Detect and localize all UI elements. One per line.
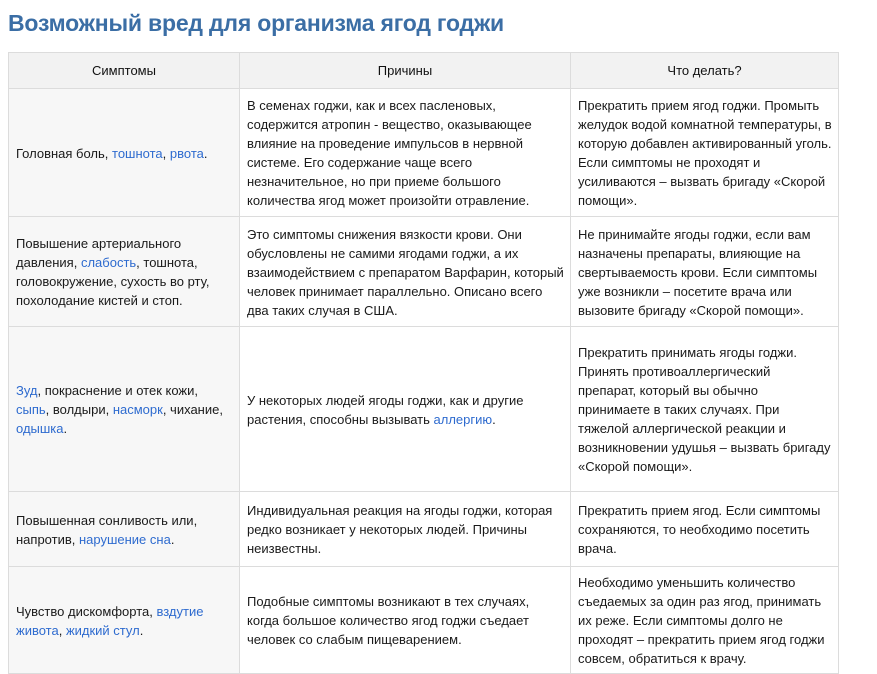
table-row <box>9 89 839 217</box>
term-link[interactable]: одышка <box>16 421 64 436</box>
cell-text: Не принимайте ягоды годжи, если вам назначены препараты, влияющие на свертываемость крови. Если симптомы уже возникли – посетите врача или вызовите бригаду «Скорой помощи». <box>578 226 818 318</box>
term-link[interactable]: нарушение сна <box>78 531 171 547</box>
symptoms-cell <box>9 492 240 567</box>
cell-text: Подобные симптомы возникают в тех случаях, когда большое количество ягод годжи съедает человек со слабым пищеварением. <box>247 594 530 647</box>
what-to-do-cell <box>571 567 839 674</box>
cell-text: , тошнота, головокружение, сухость во рту, похолодание кистей и стоп. <box>16 255 210 308</box>
column-header-symptoms: Симптомы <box>9 53 240 89</box>
cell-text: В семенах годжи, как и всех пасленовых, содержится атропин - вещество, оказывающее влияние на проведение импульсов в нервной системе. Его содержание чаще всего незначительное, но при приеме большого количества ягод может произойти отравление. <box>247 98 532 208</box>
what-to-do-cell <box>571 492 839 567</box>
term-link[interactable]: вздутие живота <box>16 603 204 638</box>
term-link[interactable]: аллергию <box>433 411 493 427</box>
cell-text: . <box>139 622 144 638</box>
column-header-causes: Причины <box>240 53 571 89</box>
cell-text: . <box>63 421 68 436</box>
symptoms-cell <box>9 327 240 492</box>
cell-text: У некоторых людей ягоды годжи, как и другие растения, способны вызывать <box>247 392 524 427</box>
symptoms-cell <box>9 567 240 674</box>
cause-cell <box>240 327 571 492</box>
symptoms-cell <box>9 217 240 327</box>
table-row <box>9 567 839 674</box>
what-to-do-cell <box>571 327 839 492</box>
cause-cell <box>240 492 571 567</box>
table-row <box>9 492 839 567</box>
cell-text: , чихание, <box>162 402 223 417</box>
cell-text: . <box>170 531 175 547</box>
term-link[interactable]: жидкий стул <box>65 622 140 638</box>
what-to-do-cell <box>571 89 839 217</box>
cell-text: . <box>203 145 208 161</box>
page-title: Возможный вред для организма ягод годжи <box>8 10 504 36</box>
cell-text: Повышенная сонливость или, напротив, <box>16 512 198 547</box>
cell-text: . <box>492 411 496 427</box>
cell-text: Чувство дискомфорта, <box>16 603 157 619</box>
cell-text: Головная боль, <box>16 145 113 161</box>
cell-text: Индивидуальная реакция на ягоды годжи, которая редко возникает у некоторых людей. Причины неизвестны. <box>247 503 553 556</box>
column-header-what-to-do: Что делать? <box>571 53 839 89</box>
cell-text: , <box>58 622 66 638</box>
cell-text: , волдыри, <box>45 402 113 417</box>
term-link[interactable]: насморк <box>112 402 163 417</box>
what-to-do-cell <box>571 217 839 327</box>
cause-cell <box>240 567 571 674</box>
term-link[interactable]: рвота <box>169 145 204 161</box>
cause-cell <box>240 89 571 217</box>
cause-cell <box>240 217 571 327</box>
term-link[interactable]: слабость <box>80 255 137 270</box>
cell-text: Повышение артериального давления, <box>16 236 182 270</box>
goji-harm-table <box>8 52 839 674</box>
cell-text: Прекратить принимать ягоды годжи. Принять противоаллергический препарат, который вы обычно принимаете в таких случаях. При тяжелой аллергической реакции и возникновении удушья – вызвать бригаду «Скорой помощи». <box>578 345 831 474</box>
cell-text: , <box>162 145 170 161</box>
table-row <box>9 217 839 327</box>
cell-text: Прекратить прием ягод годжи. Промыть желудок водой комнатной температуры, в которую добавлен активированный уголь. Если симптомы не проходят и усиливаются – вызвать бригаду «Скорой помощи». <box>578 98 832 208</box>
term-link[interactable]: Зуд <box>16 383 38 398</box>
table-row <box>9 327 839 492</box>
cell-text: Необходимо уменьшить количество съедаемых за один раз ягод, принимать их реже. Если симптомы долго не проходят – прекратить прием ягод годжи совсем, обратиться к врачу. <box>578 575 825 666</box>
cell-text: Прекратить прием ягод. Если симптомы сохраняются, то необходимо посетить врача. <box>578 503 821 556</box>
cell-text: , покраснение и отек кожи, <box>37 383 198 398</box>
term-link[interactable]: сыпь <box>16 402 46 417</box>
term-link[interactable]: тошнота <box>112 145 163 161</box>
table-header-row <box>9 53 839 89</box>
symptoms-cell <box>9 89 240 217</box>
table-body <box>9 89 839 674</box>
cell-text: Это симптомы снижения вязкости крови. Они обусловлены не самими ягодами годжи, а их взаимодействием с препаратом Варфарин, который человек принимает параллельно. Описано всего два таких случая в США. <box>247 226 564 318</box>
